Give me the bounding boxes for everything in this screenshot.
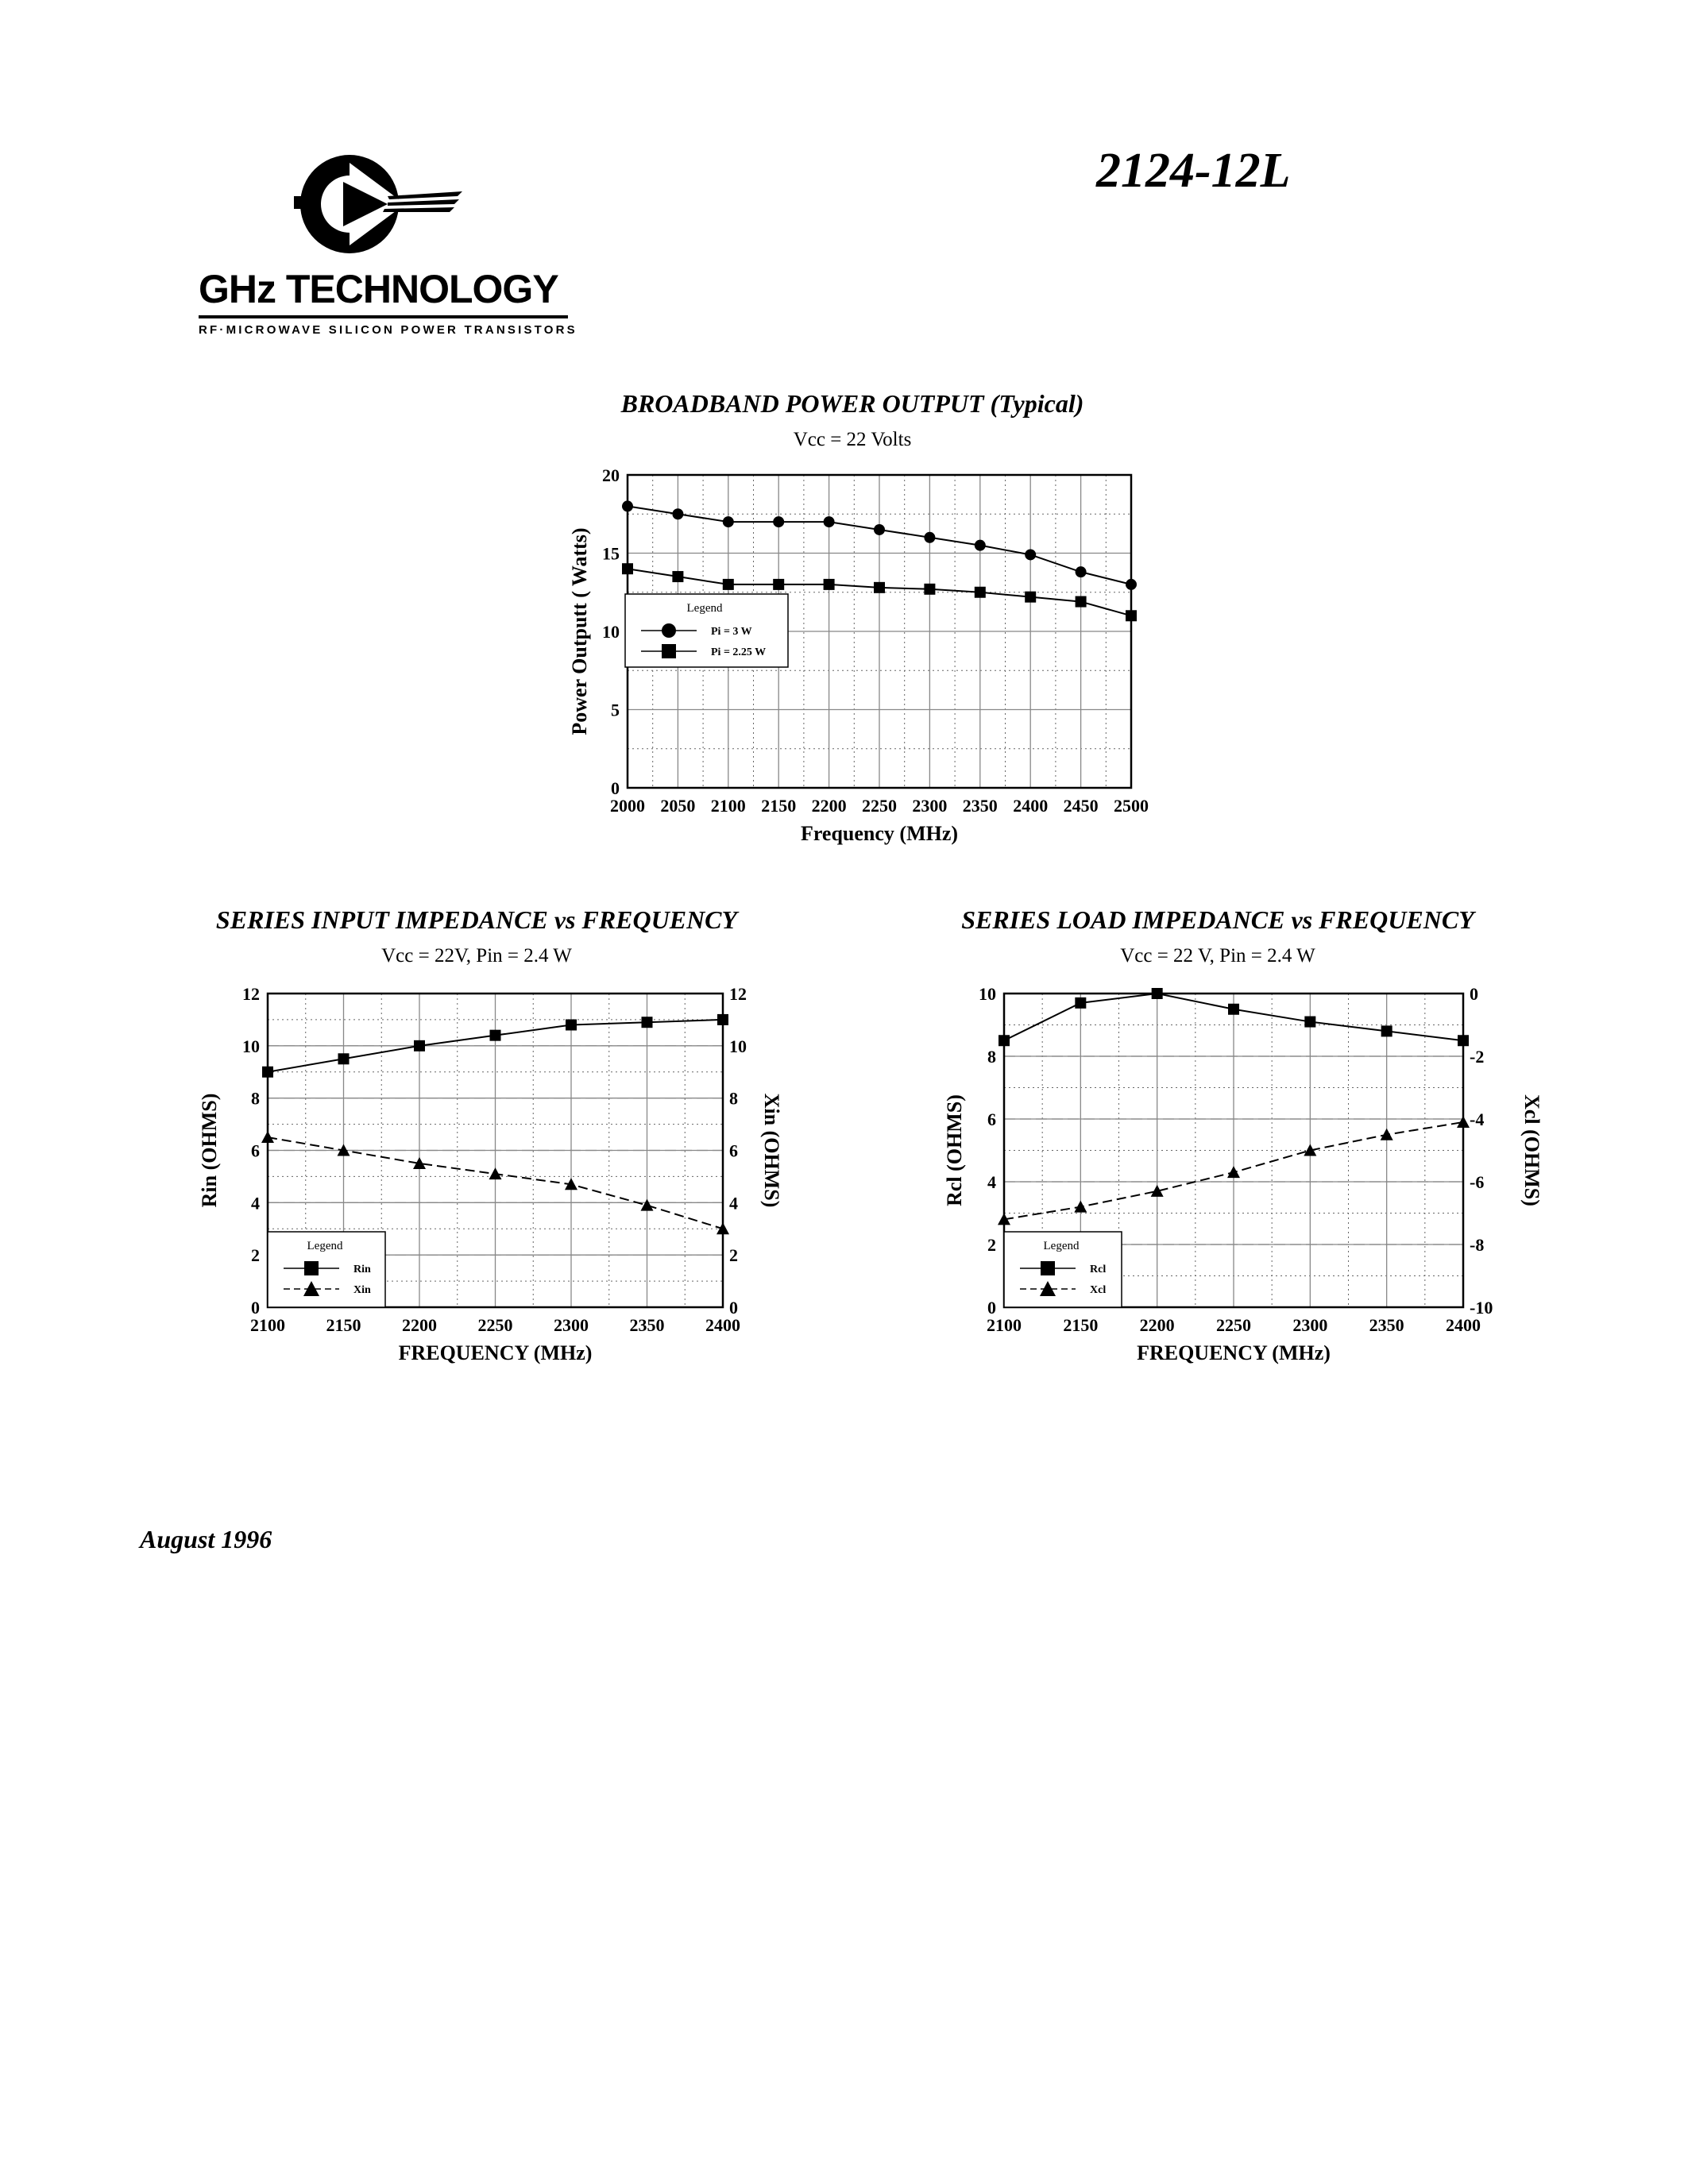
part-number: 2124-12L [1096, 144, 1291, 198]
x-tick-label: 2150 [326, 1315, 361, 1335]
company-tagline: RF·MICROWAVE SILICON POWER TRANSISTORS [199, 323, 577, 337]
data-point [1126, 579, 1137, 590]
legend-swatch-marker [304, 1261, 319, 1275]
data-point [975, 540, 986, 551]
data-point [672, 508, 683, 519]
y-right-tick-label: 12 [729, 984, 747, 1004]
legend-label: Rin [353, 1264, 371, 1275]
x-axis-title: Frequency (MHz) [800, 822, 959, 845]
y-tick-label: 12 [242, 984, 260, 1004]
legend-swatch-marker [1041, 1261, 1055, 1275]
y-right-tick-label: 0 [729, 1298, 738, 1318]
y-tick-label: 10 [602, 622, 620, 642]
data-point [717, 1014, 728, 1025]
data-point [1228, 1004, 1239, 1015]
legend-title: Legend [307, 1240, 343, 1252]
y-tick-label: 4 [987, 1172, 996, 1192]
data-point [1458, 1035, 1469, 1046]
data-point [262, 1067, 273, 1078]
data-point [1076, 566, 1087, 577]
y-right-tick-label: 4 [729, 1193, 738, 1214]
data-point [261, 1131, 274, 1143]
data-point [1227, 1166, 1240, 1178]
data-point [490, 1030, 501, 1041]
data-point [824, 579, 835, 590]
data-point [1074, 1201, 1087, 1213]
legend-swatch-marker [662, 644, 676, 658]
x-tick-label: 2200 [1139, 1315, 1175, 1335]
x-tick-label: 2000 [610, 796, 645, 816]
y-tick-label: 4 [251, 1193, 260, 1214]
data-point [1304, 1017, 1315, 1028]
y-tick-label: 0 [611, 778, 620, 798]
data-point [1025, 549, 1036, 560]
power-chart-title: BROADBAND POWER OUTPUT (Typical) [620, 389, 1084, 418]
data-point [641, 1199, 654, 1211]
x-tick-label: 2400 [705, 1315, 740, 1335]
data-point [1126, 610, 1137, 621]
data-point [1075, 997, 1086, 1009]
data-point [622, 563, 633, 574]
data-point [1152, 988, 1163, 999]
data-point [672, 571, 683, 582]
data-point [566, 1020, 577, 1031]
y-axis-title: Rin (OHMS) [198, 1093, 221, 1208]
y-right-axis-title: Xcl (OHMS) [1520, 1094, 1543, 1206]
y-tick-label: 0 [251, 1298, 260, 1318]
x-tick-label: 2050 [660, 796, 696, 816]
legend-label: Pi = 3 W [711, 626, 752, 638]
y-right-tick-label: -2 [1470, 1047, 1485, 1067]
y-right-tick-label: -4 [1470, 1109, 1485, 1129]
y-tick-label: 0 [987, 1298, 996, 1318]
x-tick-label: 2300 [912, 796, 948, 816]
y-tick-label: 8 [987, 1047, 996, 1067]
y-tick-label: 6 [251, 1140, 260, 1161]
data-point [723, 516, 734, 527]
data-point [642, 1017, 653, 1028]
x-tick-label: 2350 [962, 796, 998, 816]
y-tick-label: 6 [987, 1109, 996, 1129]
x-tick-label: 2300 [1292, 1315, 1328, 1335]
legend-title: Legend [686, 602, 723, 615]
y-tick-label: 2 [251, 1245, 260, 1266]
data-point [924, 532, 935, 543]
data-point [773, 516, 784, 527]
y-tick-label: 15 [602, 543, 620, 564]
data-point [338, 1053, 350, 1064]
legend-title: Legend [1043, 1240, 1080, 1252]
y-tick-label: 10 [242, 1036, 260, 1056]
y-right-axis-title: Xin (OHMS) [760, 1093, 783, 1208]
x-tick-label: 2350 [629, 1315, 665, 1335]
data-point [824, 516, 835, 527]
data-point [622, 500, 633, 511]
y-axis-title: Rcl (OHMS) [943, 1094, 966, 1206]
load-impedance-chart [842, 874, 1688, 1390]
x-tick-label: 2300 [554, 1315, 589, 1335]
data-point [975, 587, 986, 598]
x-axis-title: FREQUENCY (MHz) [398, 1341, 593, 1364]
x-tick-label: 2400 [1013, 796, 1049, 816]
input-impedance-chart [0, 874, 842, 1390]
x-tick-label: 2500 [1114, 796, 1149, 816]
y-tick-label: 20 [602, 465, 620, 485]
data-point [874, 582, 885, 593]
x-tick-label: 2200 [402, 1315, 437, 1335]
x-tick-label: 2250 [477, 1315, 513, 1335]
x-tick-label: 2250 [862, 796, 897, 816]
data-point [1457, 1116, 1470, 1128]
data-point [999, 1035, 1010, 1046]
legend-label: Xcl [1090, 1284, 1107, 1296]
load-chart-subtitle: Vcc = 22 V, Pin = 2.4 W [1120, 945, 1315, 967]
data-point [924, 584, 935, 595]
data-point [723, 579, 734, 590]
legend-label: Rcl [1090, 1264, 1107, 1275]
data-point [773, 579, 784, 590]
x-tick-label: 2150 [1063, 1315, 1099, 1335]
data-point [1076, 596, 1087, 608]
x-tick-label: 2100 [987, 1315, 1022, 1335]
y-right-tick-label: 0 [1470, 984, 1478, 1004]
power-chart-subtitle: Vcc = 22 Volts [793, 429, 912, 450]
x-tick-label: 2400 [1446, 1315, 1481, 1335]
y-tick-label: 8 [251, 1088, 260, 1109]
legend-label: Xin [353, 1284, 371, 1296]
load-chart-title: SERIES LOAD IMPEDANCE vs FREQUENCY [961, 905, 1474, 934]
power-chart [0, 0, 1688, 874]
x-tick-label: 2150 [761, 796, 797, 816]
x-tick-label: 2450 [1063, 796, 1099, 816]
data-point [414, 1040, 425, 1051]
y-right-tick-label: 6 [729, 1140, 738, 1161]
input-chart-subtitle: Vcc = 22V, Pin = 2.4 W [381, 945, 572, 967]
y-right-tick-label: -10 [1470, 1298, 1493, 1318]
publication-date: August 1996 [140, 1525, 272, 1553]
y-right-tick-label: -8 [1470, 1235, 1485, 1255]
y-right-tick-label: 2 [729, 1245, 738, 1266]
data-point [1025, 592, 1036, 603]
company-name: GHz TECHNOLOGY [199, 267, 558, 311]
input-chart-title: SERIES INPUT IMPEDANCE vs FREQUENCY [215, 905, 738, 934]
y-right-tick-label: 10 [729, 1036, 747, 1056]
x-tick-label: 2200 [811, 796, 847, 816]
y-tick-label: 2 [987, 1235, 996, 1255]
x-tick-label: 2250 [1216, 1315, 1251, 1335]
data-point [717, 1222, 729, 1234]
y-right-tick-label: -6 [1470, 1172, 1485, 1192]
data-point [1381, 1025, 1393, 1036]
data-point [489, 1167, 502, 1179]
y-tick-label: 10 [979, 984, 996, 1004]
x-tick-label: 2100 [250, 1315, 285, 1335]
data-point [1381, 1129, 1393, 1140]
x-axis-title: FREQUENCY (MHz) [1137, 1341, 1331, 1364]
x-tick-label: 2100 [710, 796, 746, 816]
y-tick-label: 5 [611, 700, 620, 720]
legend-label: Pi = 2.25 W [711, 646, 767, 658]
legend-swatch-marker [662, 623, 676, 638]
data-point [874, 524, 885, 535]
x-tick-label: 2350 [1369, 1315, 1404, 1335]
y-right-tick-label: 8 [729, 1088, 738, 1109]
y-axis-title: Power Outputt ( Watts) [568, 527, 591, 735]
